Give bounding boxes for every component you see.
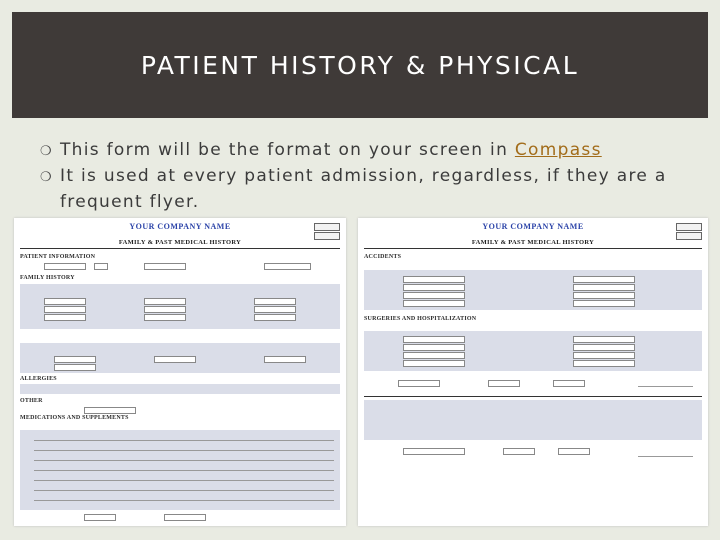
bullet-text-2: It is used at every patient admission, regardless, if they are a — [60, 166, 667, 186]
form-image-right — [358, 218, 708, 526]
bullet-item-2 — [40, 164, 700, 190]
form-button — [314, 232, 340, 240]
form-field — [553, 380, 585, 387]
divider — [20, 248, 340, 249]
company-name: YOUR COMPANY NAME — [129, 222, 231, 231]
form-title: FAMILY & PAST MEDICAL HISTORY — [471, 239, 595, 246]
form-field — [403, 292, 465, 299]
table-line — [34, 500, 334, 501]
form-field — [144, 314, 186, 321]
form-field — [403, 360, 465, 367]
section-accidents: ACCIDENTS — [364, 254, 402, 260]
form-field — [264, 263, 311, 270]
divider — [364, 396, 702, 397]
form-field — [154, 356, 196, 363]
form-field — [254, 298, 296, 305]
form-field — [573, 284, 635, 291]
form-field — [488, 380, 520, 387]
form-field — [144, 263, 186, 270]
form-field — [403, 276, 465, 283]
form-image-left — [14, 218, 346, 526]
bullet-icon: ❍ — [40, 144, 53, 159]
form-field — [44, 263, 86, 270]
section-allergies: ALLERGIES — [20, 376, 57, 382]
form-field — [144, 298, 186, 305]
form-field — [573, 292, 635, 299]
signature-line — [638, 386, 693, 387]
form-field — [144, 306, 186, 313]
bullet-icon: ❍ — [40, 170, 53, 185]
form-field — [403, 344, 465, 351]
form-field — [573, 344, 635, 351]
form-title: FAMILY & PAST MEDICAL HISTORY — [118, 239, 242, 246]
divider — [364, 248, 702, 249]
form-field — [264, 356, 306, 363]
form-field — [54, 364, 96, 371]
section-patient-information: PATIENT INFORMATION — [20, 254, 96, 260]
form-field — [403, 284, 465, 291]
compass-link[interactable]: Compass — [514, 140, 602, 160]
form-button — [676, 232, 702, 240]
table-line — [34, 470, 334, 471]
form-field — [398, 380, 440, 387]
form-field — [44, 306, 86, 313]
form-field — [573, 276, 635, 283]
title-bar — [12, 12, 708, 118]
form-field — [254, 306, 296, 313]
slide-title: PATIENT HISTORY & PHYSICAL — [140, 50, 580, 80]
table-line — [34, 450, 334, 451]
section-medications: MEDICATIONS AND SUPPLEMENTS — [20, 415, 129, 421]
bullet-item-1 — [40, 138, 700, 164]
form-field — [573, 352, 635, 359]
form-field — [403, 448, 465, 455]
bullet-text-1: This form will be the format on your screen in Compass — [60, 140, 602, 160]
table-shading — [20, 384, 340, 394]
section-surgeries-hospitalization: SURGERIES AND HOSPITALIZATION — [364, 316, 477, 322]
form-button — [676, 223, 702, 231]
section-other: OTHER — [20, 398, 43, 404]
form-field — [44, 298, 86, 305]
form-field — [573, 300, 635, 307]
form-field — [503, 448, 535, 455]
form-field — [84, 514, 116, 521]
table-line — [34, 490, 334, 491]
form-field — [254, 314, 296, 321]
form-field — [403, 336, 465, 343]
form-button — [314, 223, 340, 231]
form-field — [94, 263, 108, 270]
form-field — [54, 356, 96, 363]
form-field — [164, 514, 206, 521]
table-line — [34, 460, 334, 461]
form-field — [573, 360, 635, 367]
bullet-list — [40, 138, 700, 214]
section-family-history: FAMILY HISTORY — [20, 275, 75, 281]
table-line — [34, 480, 334, 481]
form-field — [44, 314, 86, 321]
form-field — [403, 300, 465, 307]
form-field — [573, 336, 635, 343]
form-field — [558, 448, 590, 455]
notes-area — [364, 400, 702, 440]
form-field — [84, 407, 136, 414]
bullet-text-2-continued: frequent flyer. — [60, 192, 200, 212]
form-field — [403, 352, 465, 359]
table-line — [34, 440, 334, 441]
signature-line — [638, 456, 693, 457]
company-name: YOUR COMPANY NAME — [482, 222, 584, 231]
